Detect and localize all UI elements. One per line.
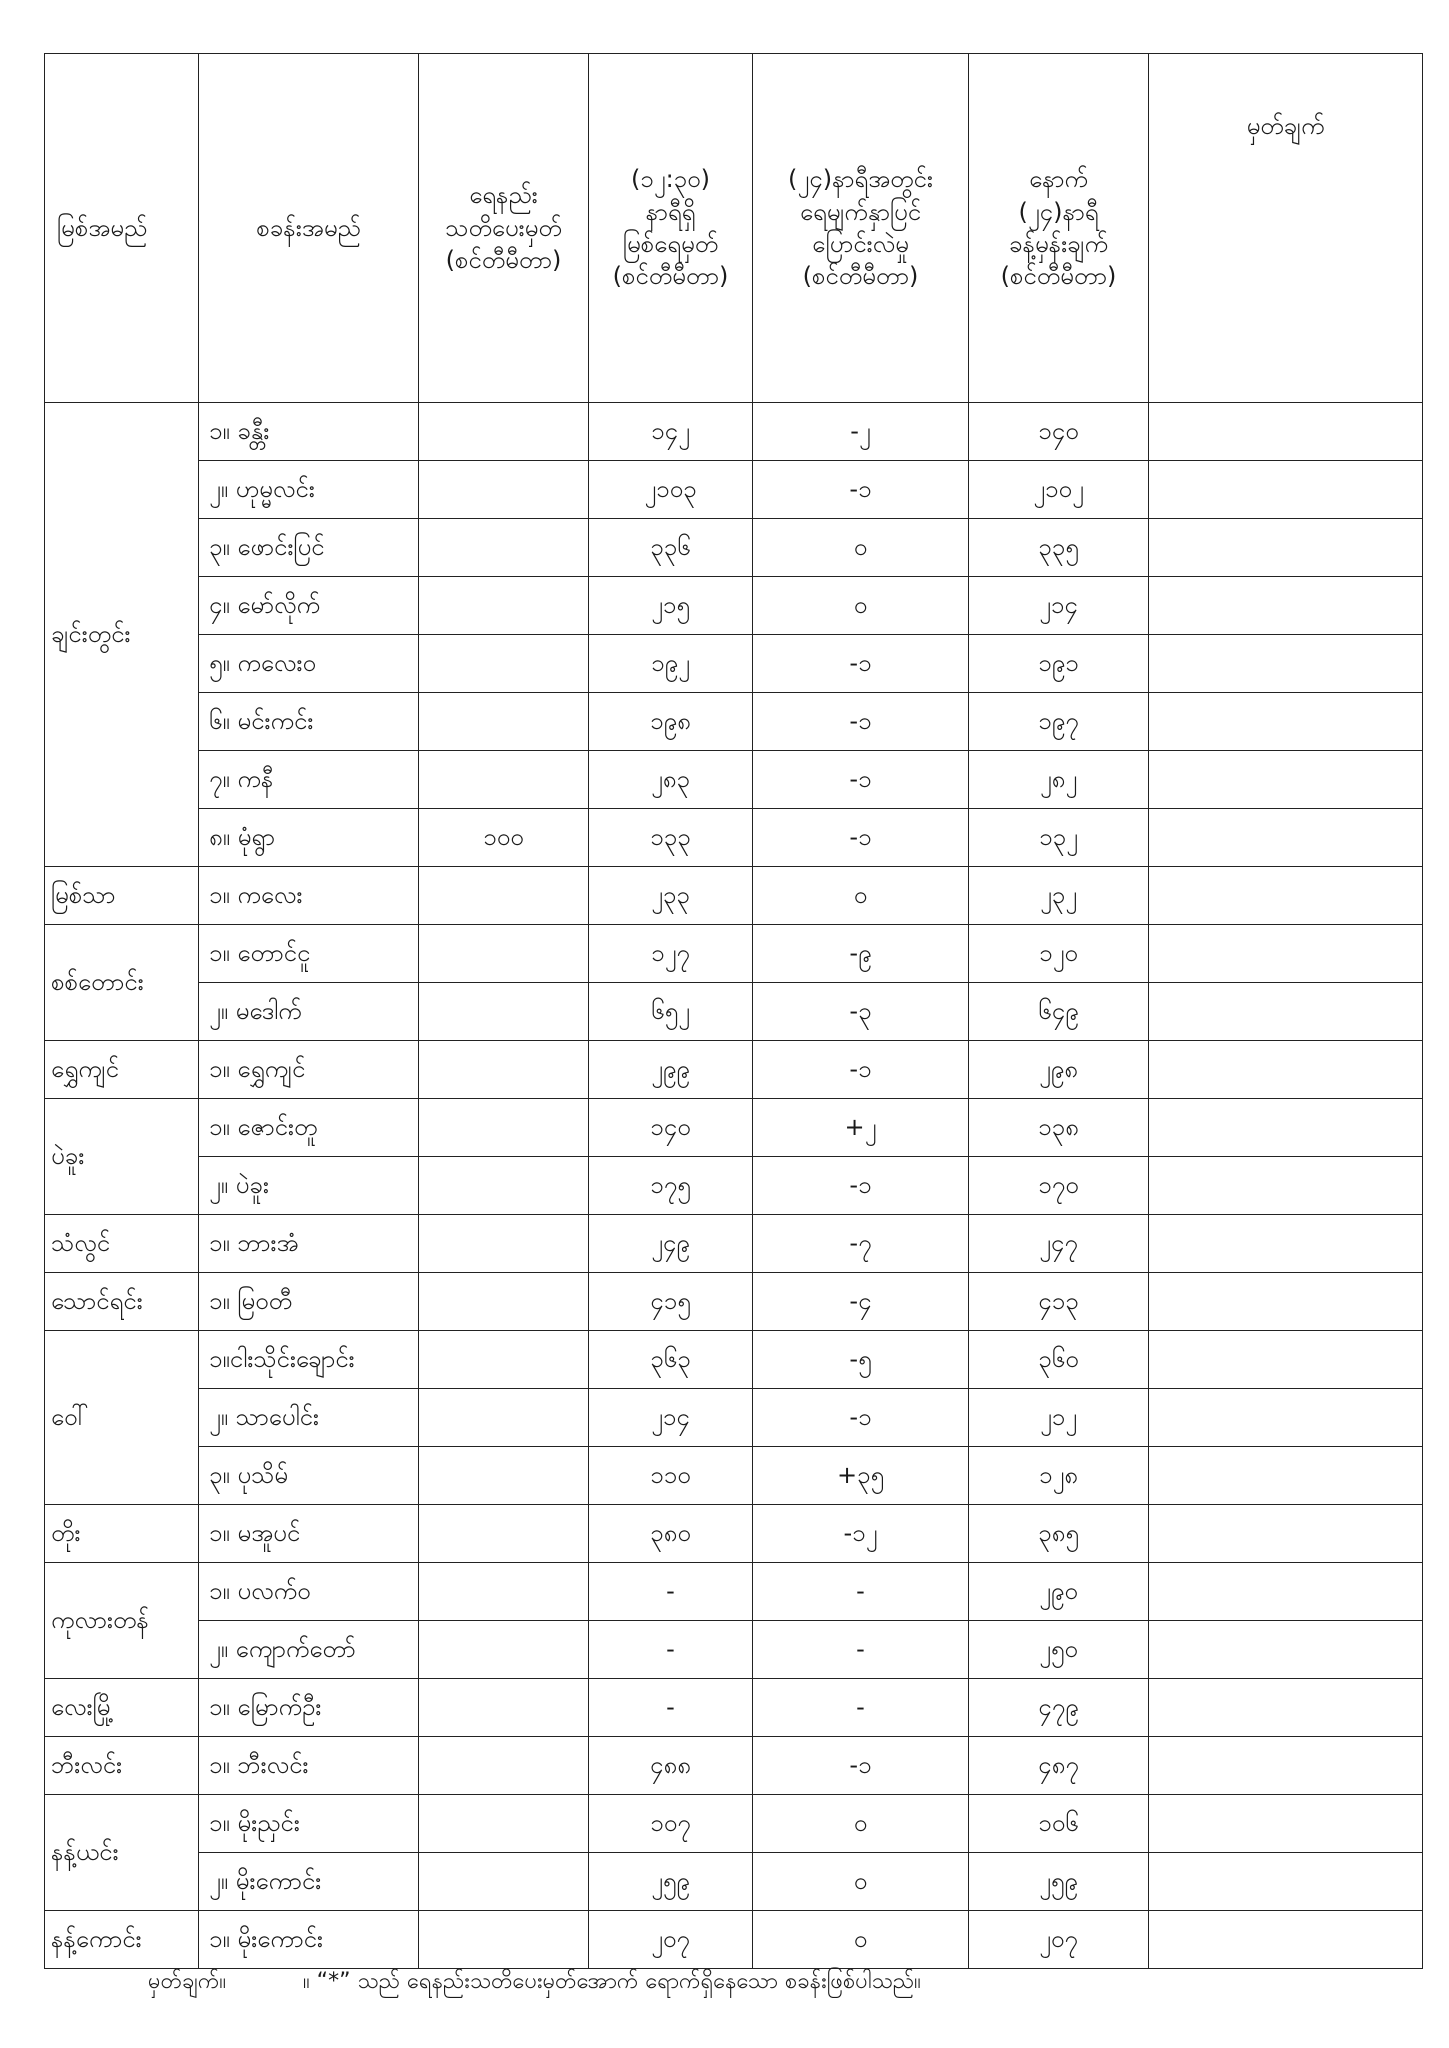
station-name: ၁။ ဘီးလင်း xyxy=(199,1737,419,1795)
remark-cell xyxy=(1149,1331,1423,1389)
warning-level-cell xyxy=(419,461,589,519)
forecast-cell: ၁၃၂ xyxy=(969,809,1149,867)
forecast-cell: ၃၃၅ xyxy=(969,519,1149,577)
forecast-cell: ၁၇၀ xyxy=(969,1157,1149,1215)
station-name: ၁။ မိုးကောင်း xyxy=(199,1911,419,1969)
level-change-cell: -၁ xyxy=(753,635,969,693)
level-change-cell: ၀ xyxy=(753,867,969,925)
station-name: ၈။ မုံရွာ xyxy=(199,809,419,867)
table-row xyxy=(45,983,1423,1041)
header-current-level: (၁၂:၃၀) နာရီရှိ မြစ်ရေမှတ် (စင်တီမီတာ) xyxy=(589,54,753,403)
forecast-cell: ၄၇၉ xyxy=(969,1679,1149,1737)
river-name: ကုလားတန် xyxy=(45,1563,199,1679)
level-change-cell: -၁ xyxy=(753,1041,969,1099)
level-change-cell: -၃ xyxy=(753,983,969,1041)
forecast-cell: ၁၂၀ xyxy=(969,925,1149,983)
remark-cell xyxy=(1149,1795,1423,1853)
remark-cell xyxy=(1149,1447,1423,1505)
current-level-cell: ၂၅၉ xyxy=(589,1853,753,1911)
level-change-cell: - xyxy=(753,1563,969,1621)
current-level-cell: ၂၃၃ xyxy=(589,867,753,925)
level-change-cell: ၀ xyxy=(753,577,969,635)
current-level-cell: ၃၈၀ xyxy=(589,1505,753,1563)
table-row xyxy=(45,1447,1423,1505)
current-level-cell: ၁၁၀ xyxy=(589,1447,753,1505)
table-row xyxy=(45,809,1423,867)
remark-cell xyxy=(1149,1853,1423,1911)
remark-cell xyxy=(1149,1389,1423,1447)
station-name: ၁။ ကလေး xyxy=(199,867,419,925)
remark-cell xyxy=(1149,809,1423,867)
warning-level-cell xyxy=(419,1041,589,1099)
table-row xyxy=(45,1679,1423,1737)
station-name: ၁။ တောင်ငူ xyxy=(199,925,419,983)
warning-level-cell xyxy=(419,1389,589,1447)
river-name: စစ်တောင်း xyxy=(45,925,199,1041)
level-change-cell: -၁ xyxy=(753,1737,969,1795)
header-row xyxy=(45,54,1423,403)
warning-level-cell xyxy=(419,983,589,1041)
remark-cell xyxy=(1149,925,1423,983)
station-name: ၅။ ကလေးဝ xyxy=(199,635,419,693)
river-name: ဘီးလင်း xyxy=(45,1737,199,1795)
station-name: ၂။ မိုးကောင်း xyxy=(199,1853,419,1911)
table-row xyxy=(45,1621,1423,1679)
table-row xyxy=(45,1505,1423,1563)
warning-level-cell xyxy=(419,1273,589,1331)
river-name: ရွှေကျင် xyxy=(45,1041,199,1099)
footnote-text: ။ “*” သည် ရေနည်းသတိပေးမှတ်အောက် ရောက်ရှိနေသော စခန်းဖြစ်ပါသည်။ xyxy=(303,1969,921,1994)
remark-cell xyxy=(1149,983,1423,1041)
level-change-cell: -၂ xyxy=(753,403,969,461)
forecast-cell: ၁၀၆ xyxy=(969,1795,1149,1853)
station-name: ၁။ မြောက်ဦး xyxy=(199,1679,419,1737)
river-name: နန့်ကောင်း xyxy=(45,1911,199,1969)
station-name: ၃။ ပုသိမ် xyxy=(199,1447,419,1505)
warning-level-cell xyxy=(419,1679,589,1737)
forecast-cell: ၂၈၂ xyxy=(969,751,1149,809)
table-row xyxy=(45,1737,1423,1795)
forecast-cell: ၄၁၃ xyxy=(969,1273,1149,1331)
river-name: ဝေါ် xyxy=(45,1331,199,1505)
remark-cell xyxy=(1149,1563,1423,1621)
remark-cell xyxy=(1149,1621,1423,1679)
current-level-cell: ၁၉၂ xyxy=(589,635,753,693)
river-name: မြစ်သာ xyxy=(45,867,199,925)
forecast-cell: ၂၁၀၂ xyxy=(969,461,1149,519)
current-level-cell: ၄၁၅ xyxy=(589,1273,753,1331)
level-change-cell: ၀ xyxy=(753,1853,969,1911)
station-name: ၁။ ပလက်ဝ xyxy=(199,1563,419,1621)
warning-level-cell xyxy=(419,1795,589,1853)
forecast-cell: ၂၀၇ xyxy=(969,1911,1149,1969)
station-name: ၂။ သာပေါင်း xyxy=(199,1389,419,1447)
current-level-cell: ၆၅၂ xyxy=(589,983,753,1041)
current-level-cell: ၂၄၉ xyxy=(589,1215,753,1273)
table-row xyxy=(45,1853,1423,1911)
station-name: ၂။ မဒေါက် xyxy=(199,983,419,1041)
level-change-cell: - xyxy=(753,1621,969,1679)
table-row xyxy=(45,1099,1423,1157)
current-level-cell: ၁၄၀ xyxy=(589,1099,753,1157)
warning-level-cell xyxy=(419,1563,589,1621)
remark-cell xyxy=(1149,1679,1423,1737)
warning-level-cell xyxy=(419,1621,589,1679)
level-change-cell: ၀ xyxy=(753,519,969,577)
warning-level-cell xyxy=(419,693,589,751)
warning-level-cell xyxy=(419,1505,589,1563)
station-name: ၂။ ကျောက်တော် xyxy=(199,1621,419,1679)
warning-level-cell xyxy=(419,1099,589,1157)
station-name: ၁။ မြဝတီ xyxy=(199,1273,419,1331)
current-level-cell: - xyxy=(589,1563,753,1621)
level-change-cell: -၇ xyxy=(753,1215,969,1273)
remark-cell xyxy=(1149,693,1423,751)
forecast-cell: ၄၈၇ xyxy=(969,1737,1149,1795)
river-name: သောင်ရင်း xyxy=(45,1273,199,1331)
warning-level-cell xyxy=(419,1331,589,1389)
current-level-cell: ၂၀၇ xyxy=(589,1911,753,1969)
level-change-cell: -၉ xyxy=(753,925,969,983)
table-row xyxy=(45,1273,1423,1331)
current-level-cell: ၃၃၆ xyxy=(589,519,753,577)
footnote xyxy=(148,1966,921,1999)
table-row xyxy=(45,1795,1423,1853)
remark-cell xyxy=(1149,751,1423,809)
current-level-cell: ၃၆၃ xyxy=(589,1331,753,1389)
warning-level-cell xyxy=(419,577,589,635)
table-row xyxy=(45,693,1423,751)
river-name: တိုး xyxy=(45,1505,199,1563)
current-level-cell: ၄၈၈ xyxy=(589,1737,753,1795)
table-row xyxy=(45,1563,1423,1621)
forecast-cell: ၁၉၇ xyxy=(969,693,1149,751)
level-change-cell: +၂ xyxy=(753,1099,969,1157)
warning-level-cell xyxy=(419,1737,589,1795)
level-change-cell: - xyxy=(753,1679,969,1737)
river-name: နန့်ယင်း xyxy=(45,1795,199,1911)
level-change-cell: -၅ xyxy=(753,1331,969,1389)
warning-level-cell xyxy=(419,403,589,461)
level-change-cell: -၁ xyxy=(753,751,969,809)
table-row xyxy=(45,1911,1423,1969)
warning-level-cell xyxy=(419,1447,589,1505)
table-row xyxy=(45,867,1423,925)
remark-cell xyxy=(1149,1215,1423,1273)
remark-cell xyxy=(1149,403,1423,461)
header-remark: မှတ်ချက် xyxy=(1149,54,1423,403)
forecast-cell: ၃၈၅ xyxy=(969,1505,1149,1563)
table-row xyxy=(45,1331,1423,1389)
current-level-cell: ၂၈၃ xyxy=(589,751,753,809)
current-level-cell: ၁၄၂ xyxy=(589,403,753,461)
table-row xyxy=(45,519,1423,577)
remark-cell xyxy=(1149,1157,1423,1215)
table-row xyxy=(45,403,1423,461)
forecast-cell: ၁၉၁ xyxy=(969,635,1149,693)
header-24h-change: (၂၄)နာရီအတွင်း ရေမျက်နှာပြင် ပြောင်းလဲမှု (စင်တီမီတာ) xyxy=(753,54,969,403)
station-name: ၃။ ဖောင်းပြင် xyxy=(199,519,419,577)
current-level-cell: ၁၂၇ xyxy=(589,925,753,983)
forecast-cell: ၂၃၂ xyxy=(969,867,1149,925)
remark-cell xyxy=(1149,461,1423,519)
current-level-cell: ၂၉၉ xyxy=(589,1041,753,1099)
remark-cell xyxy=(1149,1737,1423,1795)
footnote-label: မှတ်ချက်။ xyxy=(148,1969,227,1994)
forecast-cell: ၁၃၈ xyxy=(969,1099,1149,1157)
remark-cell xyxy=(1149,1099,1423,1157)
forecast-cell: ၂၁၄ xyxy=(969,577,1149,635)
forecast-cell: ၂၄၇ xyxy=(969,1215,1149,1273)
forecast-cell: ၂၁၂ xyxy=(969,1389,1149,1447)
river-level-table xyxy=(44,53,1423,1969)
station-name: ၁။ ဘားအံ xyxy=(199,1215,419,1273)
warning-level-cell xyxy=(419,751,589,809)
river-name: ပဲခူး xyxy=(45,1099,199,1215)
table-row xyxy=(45,925,1423,983)
warning-level-cell xyxy=(419,1215,589,1273)
level-change-cell: -၁ xyxy=(753,461,969,519)
forecast-cell: ၁၄၀ xyxy=(969,403,1149,461)
station-name: ၆။ မင်းကင်း xyxy=(199,693,419,751)
station-name: ၄။ မော်လိုက် xyxy=(199,577,419,635)
forecast-cell: ၂၉၀ xyxy=(969,1563,1149,1621)
level-change-cell: +၃၅ xyxy=(753,1447,969,1505)
level-change-cell: -၁ xyxy=(753,1157,969,1215)
remark-cell xyxy=(1149,1041,1423,1099)
table-row xyxy=(45,751,1423,809)
current-level-cell: ၁၇၅ xyxy=(589,1157,753,1215)
table-row xyxy=(45,635,1423,693)
warning-level-cell: ၁၀၀ xyxy=(419,809,589,867)
station-name: ၁။ ဇောင်းတူ xyxy=(199,1099,419,1157)
remark-cell xyxy=(1149,519,1423,577)
table-row xyxy=(45,461,1423,519)
remark-cell xyxy=(1149,1911,1423,1969)
header-forecast: နောက် (၂၄)နာရီ ခန့်မှန်းချက် (စင်တီမီတာ) xyxy=(969,54,1149,403)
warning-level-cell xyxy=(419,1911,589,1969)
current-level-cell: ၂၁၄ xyxy=(589,1389,753,1447)
river-name: လေးမြို့ xyxy=(45,1679,199,1737)
table-row xyxy=(45,1157,1423,1215)
level-change-cell: -၁ xyxy=(753,1389,969,1447)
warning-level-cell xyxy=(419,519,589,577)
table-row xyxy=(45,1215,1423,1273)
station-name: ၂။ ပဲခူး xyxy=(199,1157,419,1215)
forecast-cell: ၂၉၈ xyxy=(969,1041,1149,1099)
current-level-cell: ၁၉၈ xyxy=(589,693,753,751)
warning-level-cell xyxy=(419,635,589,693)
forecast-cell: ၂၅၀ xyxy=(969,1621,1149,1679)
current-level-cell: ၁၃၃ xyxy=(589,809,753,867)
remark-cell xyxy=(1149,867,1423,925)
level-change-cell: -၁၂ xyxy=(753,1505,969,1563)
current-level-cell: - xyxy=(589,1621,753,1679)
forecast-cell: ၁၂၈ xyxy=(969,1447,1149,1505)
current-level-cell: ၁၀၇ xyxy=(589,1795,753,1853)
table-row xyxy=(45,1389,1423,1447)
current-level-cell: ၂၁၀၃ xyxy=(589,461,753,519)
header-warning-level: ရေနည်း သတိပေးမှတ် (စင်တီမီတာ) xyxy=(419,54,589,403)
station-name: ၇။ ကနီ xyxy=(199,751,419,809)
warning-level-cell xyxy=(419,1157,589,1215)
header-station: စခန်းအမည် xyxy=(199,54,419,403)
forecast-cell: ၃၆၀ xyxy=(969,1331,1149,1389)
remark-cell xyxy=(1149,1505,1423,1563)
forecast-cell: ၆၄၉ xyxy=(969,983,1149,1041)
current-level-cell: - xyxy=(589,1679,753,1737)
current-level-cell: ၂၁၅ xyxy=(589,577,753,635)
station-name: ၁။ငါးသိုင်းချောင်း xyxy=(199,1331,419,1389)
level-change-cell: ၀ xyxy=(753,1911,969,1969)
station-name: ၁။ ရွှေကျင် xyxy=(199,1041,419,1099)
warning-level-cell xyxy=(419,925,589,983)
table-body xyxy=(45,403,1423,1969)
header-river: မြစ်အမည် xyxy=(45,54,199,403)
station-name: ၂။ ဟုမ္မလင်း xyxy=(199,461,419,519)
warning-level-cell xyxy=(419,1853,589,1911)
river-name: ချင်းတွင်း xyxy=(45,403,199,867)
remark-cell xyxy=(1149,1273,1423,1331)
station-name: ၁။ မိုးညှင်း xyxy=(199,1795,419,1853)
level-change-cell: -၄ xyxy=(753,1273,969,1331)
table-row xyxy=(45,1041,1423,1099)
warning-level-cell xyxy=(419,867,589,925)
level-change-cell: -၁ xyxy=(753,809,969,867)
table-row xyxy=(45,577,1423,635)
station-name: ၁။ ခန္တီး xyxy=(199,403,419,461)
river-name: သံလွင် xyxy=(45,1215,199,1273)
remark-cell xyxy=(1149,577,1423,635)
level-change-cell: -၁ xyxy=(753,693,969,751)
level-change-cell: ၀ xyxy=(753,1795,969,1853)
forecast-cell: ၂၅၉ xyxy=(969,1853,1149,1911)
remark-cell xyxy=(1149,635,1423,693)
station-name: ၁။ မအူပင် xyxy=(199,1505,419,1563)
